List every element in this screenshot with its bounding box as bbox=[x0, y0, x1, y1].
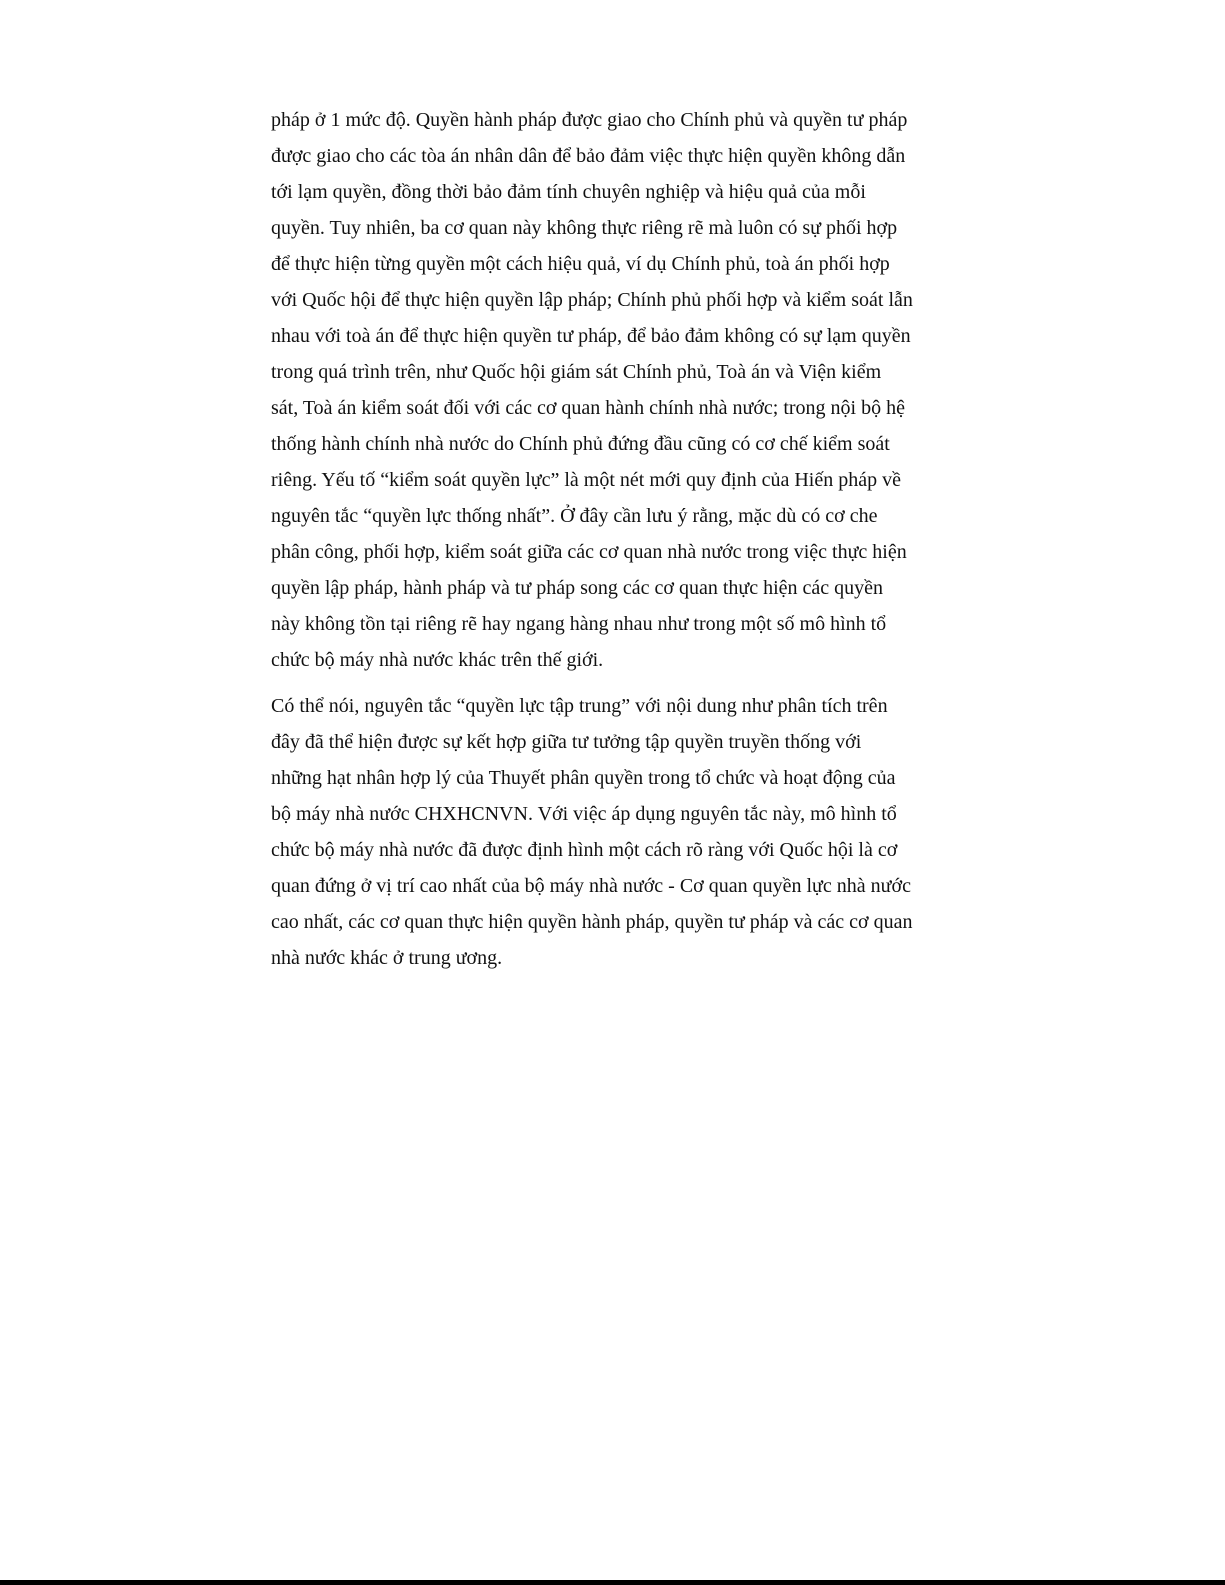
text-line: riêng. Yếu tố “kiểm soát quyền lực” là một nét mới quy định của Hiến pháp về bbox=[271, 469, 901, 491]
text-line: thống hành chính nhà nước do Chính phủ đứng đầu cũng có cơ chế kiểm soát bbox=[271, 433, 890, 455]
text-line: này không tồn tại riêng rẽ hay ngang hàng nhau như trong một số mô hình tổ bbox=[271, 613, 887, 635]
text-line: quyền. Tuy nhiên, ba cơ quan này không thực riêng rẽ mà luôn có sự phối hợp bbox=[271, 217, 898, 239]
text-line: chức bộ máy nhà nước khác trên thế giới. bbox=[271, 649, 604, 671]
paragraph-1 bbox=[271, 102, 943, 678]
page-bottom-border bbox=[0, 1580, 1225, 1585]
text-line: những hạt nhân hợp lý của Thuyết phân quyền trong tổ chức và hoạt động của bbox=[271, 767, 896, 789]
text-line: cao nhất, các cơ quan thực hiện quyền hành pháp, quyền tư pháp và các cơ quan bbox=[271, 911, 913, 933]
text-line: tới lạm quyền, đồng thời bảo đảm tính chuyên nghiệp và hiệu quả của mỗi bbox=[271, 181, 866, 203]
text-line: bộ máy nhà nước CHXHCNVN. Với việc áp dụng nguyên tắc này, mô hình tổ bbox=[271, 803, 897, 825]
text-line: chức bộ máy nhà nước đã được định hình một cách rõ ràng với Quốc hội là cơ bbox=[271, 839, 898, 861]
text-line: nguyên tắc “quyền lực thống nhất”. Ở đây cần lưu ý rằng, mặc dù có cơ che bbox=[271, 505, 878, 527]
text-line: được giao cho các tòa án nhân dân để bảo đảm việc thực hiện quyền không dẫn bbox=[271, 145, 906, 167]
text-line: trong quá trình trên, như Quốc hội giám sát Chính phủ, Toà án và Viện kiểm bbox=[271, 361, 882, 383]
text-line: quan đứng ở vị trí cao nhất của bộ máy nhà nước - Cơ quan quyền lực nhà nước bbox=[271, 875, 911, 897]
document-body bbox=[271, 102, 943, 976]
text-line: Có thể nói, nguyên tắc “quyền lực tập trung” với nội dung như phân tích trên bbox=[271, 695, 888, 717]
text-line: quyền lập pháp, hành pháp và tư pháp song các cơ quan thực hiện các quyền bbox=[271, 577, 884, 599]
text-line: nhau với toà án để thực hiện quyền tư pháp, để bảo đảm không có sự lạm quyền bbox=[271, 325, 911, 347]
text-line: sát, Toà án kiểm soát đối với các cơ quan hành chính nhà nước; trong nội bộ hệ bbox=[271, 397, 905, 419]
text-line: để thực hiện từng quyền một cách hiệu quả, ví dụ Chính phủ, toà án phối hợp bbox=[271, 253, 890, 275]
paragraph-2 bbox=[271, 688, 943, 976]
text-line: đây đã thể hiện được sự kết hợp giữa tư tưởng tập quyền truyền thống với bbox=[271, 731, 862, 753]
text-line: với Quốc hội để thực hiện quyền lập pháp; Chính phủ phối hợp và kiểm soát lẫn bbox=[271, 289, 913, 311]
text-line: pháp ở 1 mức độ. Quyền hành pháp được giao cho Chính phủ và quyền tư pháp bbox=[271, 109, 908, 131]
text-line: nhà nước khác ở trung ương. bbox=[271, 947, 503, 969]
text-line: phân công, phối hợp, kiểm soát giữa các cơ quan nhà nước trong việc thực hiện bbox=[271, 541, 907, 563]
